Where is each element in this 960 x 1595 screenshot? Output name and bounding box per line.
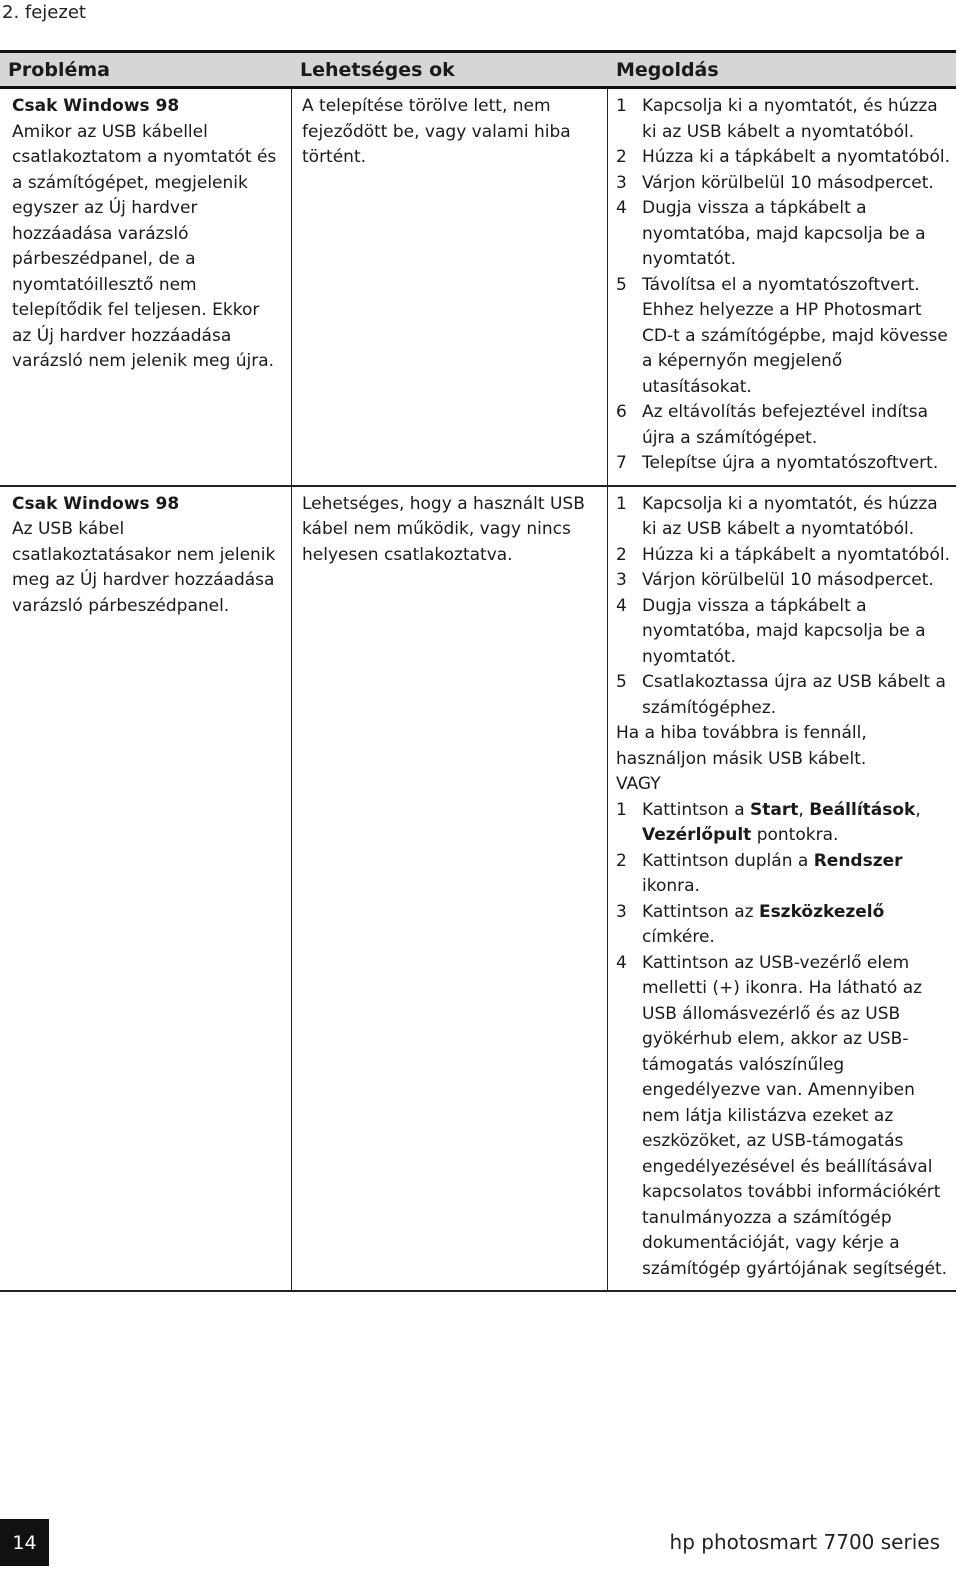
- step-number: 3: [616, 901, 627, 922]
- column-header-cause: Lehetséges ok: [300, 58, 455, 81]
- step-text: Húzza ki a tápkábelt a nyomtatóból.: [642, 544, 950, 565]
- step-text: Dugja vissza a tápkábelt a nyomtatóba, majd kapcsolja be a nyomtatót.: [642, 198, 926, 269]
- step-text: [642, 849, 952, 900]
- step-text-part: pontokra.: [751, 825, 839, 845]
- cause-cell: [292, 89, 608, 485]
- menu-term-start: Start: [750, 799, 799, 820]
- solution-step: [616, 94, 952, 145]
- table-row: [0, 487, 956, 1293]
- step-text: Kattintson az USB-vezérlő elem melletti (+) ikonra. Ha látható az USB állomásvezérlő és az USB gyökérhub elem, akkor az USB-támogatás valószínűleg engedélyezve van. Amennyiben nem látja kilistázva ezeket az eszközöket, az USB-támogatás engedélyezésével és beállításával kapcsolatos további információkért tanulmányozza a számítógép dokumentációját, vagy kérje a számítógép gyártójának segítségét.: [642, 952, 948, 1279]
- step-text: Húzza ki a tápkábelt a nyomtatóból.: [642, 147, 950, 167]
- step-number: 2: [616, 850, 627, 871]
- solution-step: [616, 670, 952, 721]
- solution-step: [616, 951, 952, 1283]
- step-text-part: ,: [915, 799, 921, 820]
- solution-step: [616, 171, 952, 197]
- step-text: Csatlakoztassa újra az USB kábelt a számítógéphez.: [642, 672, 946, 718]
- problem-title: Csak Windows 98: [12, 493, 180, 514]
- solution-step: [616, 400, 952, 451]
- step-text: [642, 798, 952, 849]
- menu-term-system: Rendszer: [813, 850, 903, 871]
- problem-cell: [0, 89, 292, 485]
- step-number: 2: [616, 147, 627, 167]
- solution-cell: [608, 89, 956, 485]
- step-number: 4: [616, 595, 627, 616]
- menu-term-device-manager: Eszközkezelő: [758, 901, 885, 922]
- solution-step: [616, 900, 952, 951]
- troubleshooting-table: [0, 50, 956, 1292]
- cause-cell: [292, 487, 608, 1291]
- step-number: 3: [616, 570, 627, 590]
- step-number: 4: [616, 952, 627, 973]
- footer-product-name: hp photosmart 7700 series: [669, 1530, 940, 1554]
- solution-step: [616, 145, 952, 171]
- step-text: [642, 900, 952, 951]
- step-text: Az eltávolítás befejeztével indítsa újra a számítógépet.: [642, 402, 928, 448]
- problem-text: Az USB kábel csatlakoztatásakor nem jelenik meg az Új hardver hozzáadása varázsló párbeszédpanel.: [12, 519, 276, 616]
- step-number: 5: [616, 672, 627, 692]
- step-text-part: ,: [798, 799, 810, 820]
- step-number: 2: [616, 544, 627, 565]
- solution-step: [616, 594, 952, 671]
- solution-note: Ha a hiba továbbra is fennáll, használjon másik USB kábelt.: [616, 723, 867, 769]
- problem-text: Amikor az USB kábellel csatlakoztatom a nyomtatót és a számítógépet, megjelenik egyszer az Új hardver hozzáadása varázsló párbeszédpanel, de a nyomtatóillesztő nem telepítődik fel teljesen. Ekkor az Új hardver hozzáadása varázsló nem jelenik meg újra.: [12, 121, 277, 371]
- problem-cell: [0, 487, 292, 1291]
- menu-term-control-panel: Vezérlőpult: [642, 825, 752, 845]
- column-header-solution: Megoldás: [616, 58, 719, 81]
- solution-step: [616, 196, 952, 273]
- solution-cell: [608, 487, 956, 1291]
- column-header-problem: Probléma: [8, 58, 110, 81]
- step-text-part: ikonra.: [642, 876, 700, 896]
- step-text-part: Kattintson a: [642, 799, 751, 820]
- step-text: Dugja vissza a tápkábelt a nyomtatóba, majd kapcsolja be a nyomtatót.: [642, 595, 926, 667]
- problem-title: Csak Windows 98: [12, 96, 180, 116]
- step-number: 1: [616, 96, 627, 116]
- solution-step: [616, 543, 952, 569]
- step-text: Telepítse újra a nyomtatószoftvert.: [642, 453, 939, 473]
- solution-step: [616, 798, 952, 849]
- cause-text: Lehetséges, hogy a használt USB kábel nem működik, vagy nincs helyesen csatlakoztatva.: [302, 493, 585, 565]
- step-text: Távolítsa el a nyomtatószoftvert. Ehhez helyezze a HP Photosmart CD-t a számítógépbe, majd kövesse a képernyőn megjelenő utasításokat.: [642, 274, 948, 397]
- solution-step: [616, 273, 952, 401]
- step-text: Várjon körülbelül 10 másodpercet.: [642, 172, 934, 193]
- step-number: 5: [616, 274, 627, 295]
- solution-step: [616, 492, 952, 543]
- step-text: Kapcsolja ki a nyomtatót, és húzza ki az USB kábelt a nyomtatóból.: [642, 493, 938, 539]
- step-number: 4: [616, 198, 627, 218]
- cause-text: A telepítése törölve lett, nem fejeződött be, vagy valami hiba történt.: [302, 96, 571, 167]
- table-header-row: [0, 50, 956, 89]
- table-row: [0, 89, 956, 487]
- step-number: 1: [616, 799, 627, 820]
- step-number: 7: [616, 453, 627, 473]
- solution-step: [616, 568, 952, 594]
- chapter-title: 2. fejezet: [2, 2, 86, 23]
- page-number-badge: 14: [0, 1519, 49, 1566]
- solution-step: [616, 451, 952, 477]
- step-text-part: címkére.: [642, 927, 715, 947]
- step-number: 1: [616, 493, 627, 514]
- step-text: Kapcsolja ki a nyomtatót, és húzza ki az USB kábelt a nyomtatóból.: [642, 96, 938, 142]
- step-number: 6: [616, 402, 627, 422]
- menu-term-settings: Beállítások: [809, 799, 916, 820]
- step-text: Várjon körülbelül 10 másodpercet.: [642, 570, 934, 590]
- step-text-part: Kattintson az: [642, 901, 759, 922]
- or-separator: VAGY: [616, 774, 661, 794]
- step-text-part: Kattintson duplán a: [642, 850, 814, 871]
- step-number: 3: [616, 172, 627, 193]
- solution-step: [616, 849, 952, 900]
